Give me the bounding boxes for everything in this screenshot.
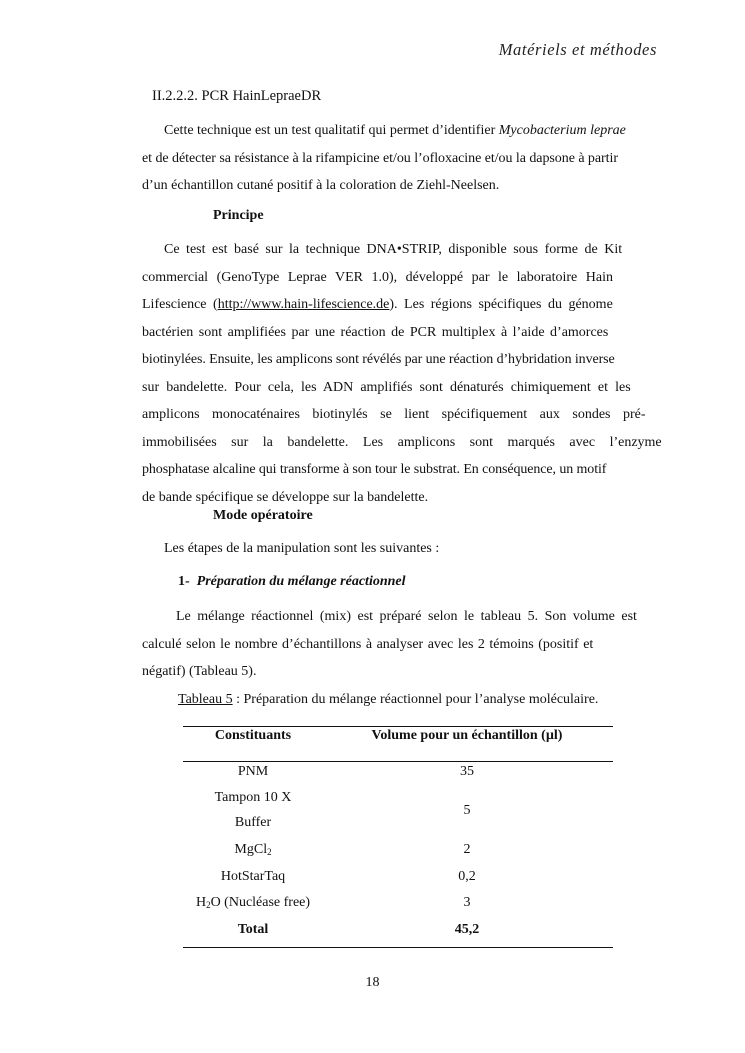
mode-intro: Les étapes de la manipulation sont les suivantes : — [164, 541, 440, 556]
table-bottom-rule — [183, 947, 613, 948]
table-row-name: MgCl$_2$ — [234, 842, 272, 857]
principe-heading: Principe — [213, 208, 264, 223]
step-number: 1- — [178, 574, 190, 589]
principe-line: ). Les régions spécifiques du génome — [389, 297, 613, 312]
section-title: II.2.2.2. PCR HainLepraeDR — [152, 88, 322, 104]
table-row-name: Buffer — [234, 815, 272, 830]
principe-line: Lifescience ( — [142, 297, 218, 312]
mix-table — [183, 726, 613, 948]
principe-line: bactérien sont amplifiées par une réaction de PCR multiplex à l’aide d’amorces — [142, 324, 609, 340]
table-row-value: 3 — [463, 895, 471, 910]
principe-line: sur bandelette. Pour cela, les ADN amplifiés sont dénaturés chimiquement et les — [142, 379, 631, 395]
table-row-value: 0,2 — [458, 869, 476, 884]
table-total-value: 45,2 — [454, 922, 480, 937]
intro-line: d’un échantillon cutané positif à la coloration de Ziehl-Neelsen. — [142, 178, 500, 193]
table-caption — [178, 692, 598, 708]
table-caption-text: : Préparation du mélange réactionnel pour l’analyse moléculaire. — [232, 692, 599, 707]
intro-line: et de détecter sa résistance à la rifampicine et/ou l’ofloxacine et/ou la dapsone à partir — [142, 150, 618, 166]
table-top-rule — [183, 726, 613, 727]
table-row-name: HotStarTaq — [220, 869, 286, 884]
table-row-name: Tampon 10 X — [214, 790, 292, 805]
mode-line: calculé selon le nombre d’échantillons à analyser avec les 2 témoins (positif et — [142, 636, 594, 652]
principe-line: immobilisées sur la bandelette. Les amplicons sont marqués avec l’enzyme — [142, 434, 662, 450]
principe-line: de bande spécifique se développe sur la bandelette. — [142, 489, 429, 505]
table-total-label: Total — [237, 922, 269, 937]
principe-line: amplicons monocaténaires biotinylés se lient spécifiquement aux sondes pré- — [142, 407, 646, 422]
principe-line: phosphatase alcaline qui transforme à son tour le substrat. En conséquence, un motif — [142, 462, 607, 477]
hain-link[interactable]: http://www.hain-lifescience.de — [217, 297, 390, 312]
intro-text: Cette technique est un test qualitatif qui permet d’identifier — [164, 123, 499, 138]
table-header-volume: Volume pour un échantillon (µl) — [371, 728, 563, 743]
mode-line: négatif) (Tableau 5). — [142, 664, 257, 679]
principe-line: Ce test est basé sur la technique DNA•STRIP, disponible sous forme de Kit — [164, 242, 623, 257]
table-header-rule — [183, 761, 613, 762]
mode-line: Le mélange réactionnel (mix) est préparé selon le tableau 5. Son volume est — [176, 609, 637, 624]
step-title-text: Préparation du mélange réactionnel — [196, 574, 406, 589]
table-row-value: 35 — [460, 764, 474, 779]
species-name: Mycobacterium leprae — [498, 123, 626, 138]
table-header-constituants: Constituants — [214, 728, 292, 743]
mode-heading: Mode opératoire — [213, 508, 313, 523]
page-number: 18 — [365, 975, 380, 990]
step-title — [178, 574, 406, 590]
table-row-name: PNM — [237, 764, 269, 779]
mode-paragraph — [142, 603, 655, 686]
table-caption-label: Tableau 5 — [178, 692, 233, 707]
principe-paragraph — [142, 236, 662, 511]
table-row-name: $H_2O$ (Nucléase free) — [195, 895, 311, 910]
principe-line: biotinylées. Ensuite, les amplicons sont révélés par une réaction d’hybridation inverse — [142, 352, 615, 367]
table-row-value: 2 — [463, 842, 471, 857]
intro-paragraph — [142, 117, 655, 200]
table-row-value: 5 — [463, 803, 471, 818]
running-header: Matériels et méthodes — [498, 40, 657, 59]
principe-line: commercial (GenoType Leprae VER 1.0), développé par le laboratoire Hain — [142, 269, 613, 285]
